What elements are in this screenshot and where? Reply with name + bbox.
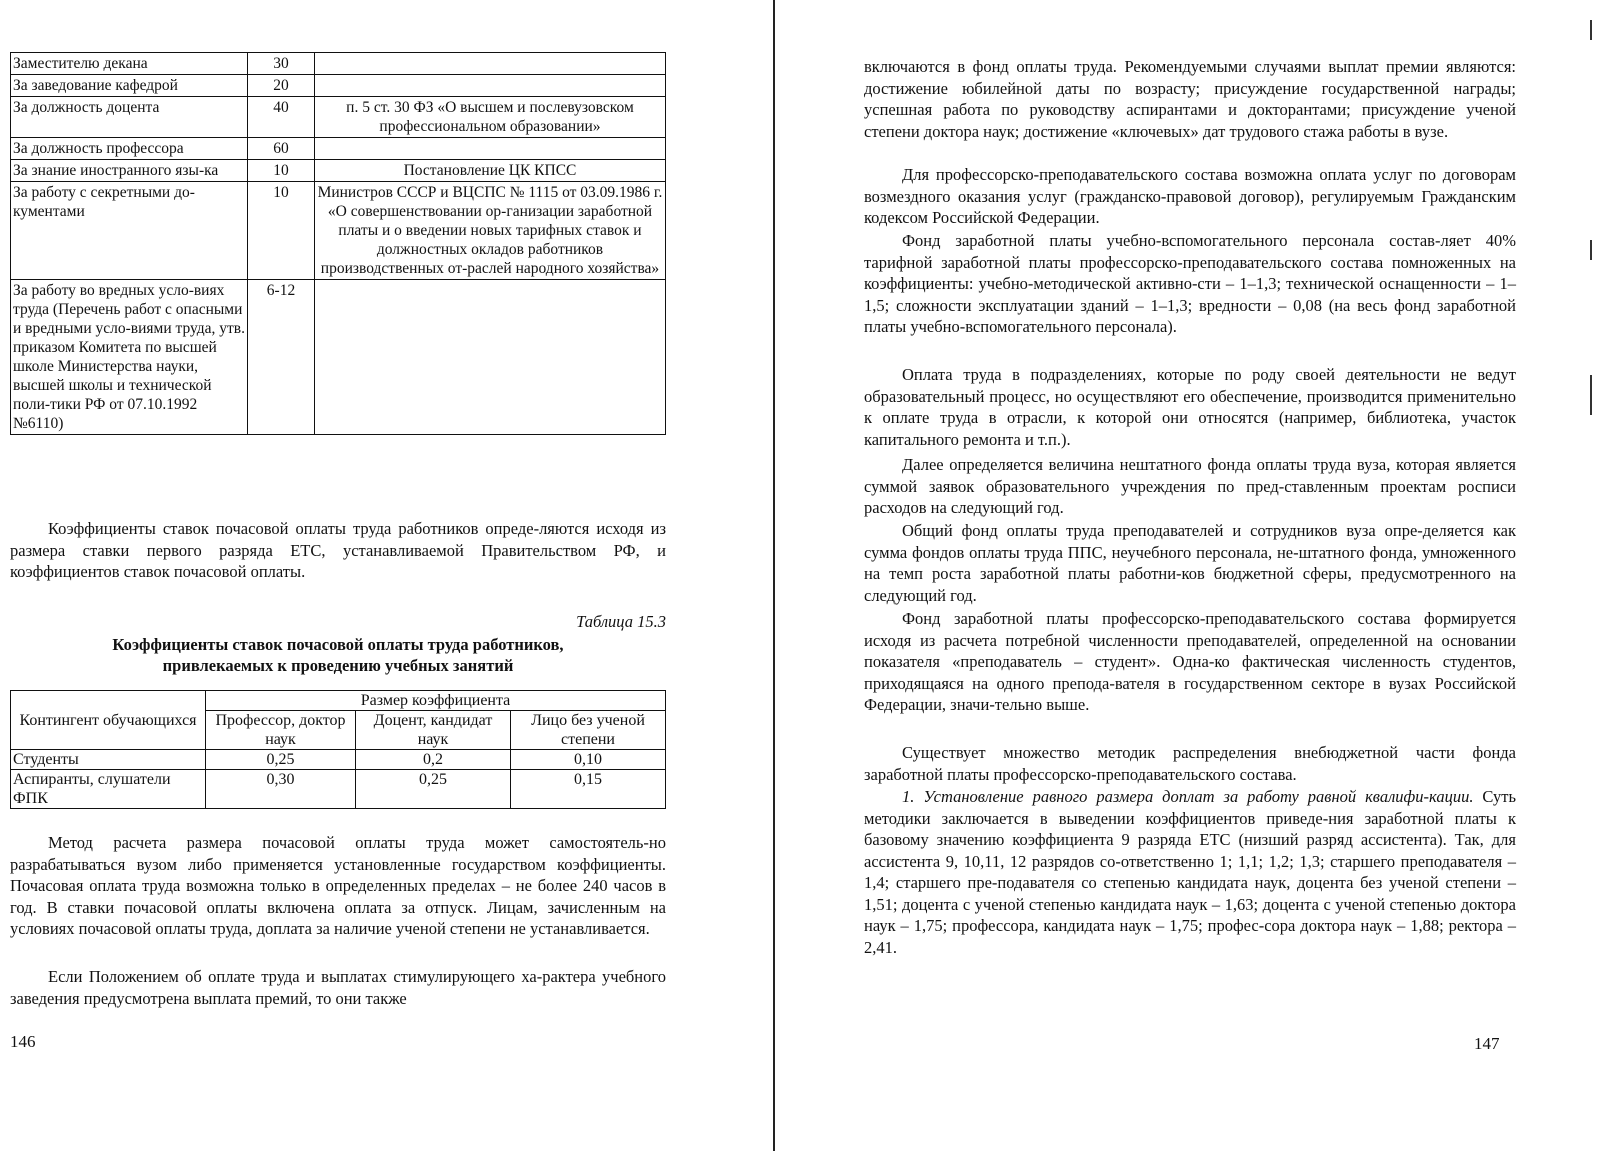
table-cell: За должность профессора	[11, 138, 248, 160]
body-paragraph: Для профессорско-преподавательского состава возможна оплата услуг по договорам возмездного оказания услуг (гражданско-правовой договор), регулируемым Гражданским кодексом Российской Федерации.	[864, 165, 1516, 227]
body-paragraph: включаются в фонд оплаты труда. Рекомендуемыми случаями выплат премии являются: достижение юбилейной даты по возрасту; присуждение государственной награды; успешная работа по руководству аспирантами и докторантами; присуждение ученой степени доктора наук; достижение «ключевых» дат трудового стажа работы в вузе.	[864, 57, 1516, 141]
table-cell: За заведование кафедрой	[11, 75, 248, 97]
table-cell: 0,25	[356, 770, 511, 809]
body-paragraph: Оплата труда в подразделениях, которые по роду своей деятельности не ведут образовательный процесс, но осуществляют его обеспечение, производится применительно к оплате труда в отрасли, к которой они относятся (например, библиотека, участок капитального ремонта и т.п.).	[864, 365, 1516, 449]
body-paragraph: Существует множество методик распределения внебюджетной части фонда заработной платы профессорско-преподавательского состава.	[864, 743, 1516, 784]
table-row	[11, 138, 666, 160]
left-page	[0, 0, 780, 1151]
coefficients-table	[10, 690, 666, 809]
table-caption: Таблица 15.3	[576, 612, 666, 631]
body-paragraph	[864, 786, 1516, 958]
table-cell: 0,15	[511, 770, 666, 809]
table-row	[11, 75, 666, 97]
table-title: Коэффициенты ставок почасовой оплаты труда работников, привлекаемых к проведению учебных занятий	[112, 635, 564, 675]
page-number: 147	[1474, 1034, 1500, 1053]
table-row	[11, 182, 666, 280]
table-cell: 20	[248, 75, 315, 97]
right-page	[780, 0, 1601, 1151]
table-cell: За работу с секретными до-кументами	[11, 182, 248, 280]
body-paragraph: Фонд заработной платы профессорско-преподавательского состава формируется исходя из расчета потребной численности преподавателей, определенной на основании показателя «преподаватель – студент». Одна-ко фактическая численность студентов, приходящаяся на одного препода-вателя в государственном секторе в вузах Российской Федерации, значи-тельно выше.	[864, 609, 1516, 714]
table-cell: За работу во вредных усло-виях труда (Перечень работ с опасными и вредными усло-виями труда, утв. приказом Комитета по высшей школе Министерства науки, высшей школы и технической поли-тики РФ от 07.10.1992 №6110)	[11, 280, 248, 435]
table-cell: Аспиранты, слушатели ФПК	[11, 770, 206, 809]
table-cell: 0,25	[206, 750, 356, 770]
body-paragraph: Если Положением об оплате труда и выплатах стимулирующего ха-рактера учебного заведения предусмотрена выплата премий, то они также	[10, 967, 666, 1008]
page-number: 146	[10, 1032, 36, 1051]
table-cell: 0,2	[356, 750, 511, 770]
table-cell	[315, 75, 666, 97]
body-paragraph: Далее определяется величина нештатного фонда оплаты труда вуза, которая является суммой заявок образовательного учреждения по пред-ставленным проектам росписи расходов на следующий год.	[864, 455, 1516, 517]
table-cell: Постановление ЦК КПСС	[315, 160, 666, 182]
body-paragraph: Фонд заработной платы учебно-вспомогательного персонала состав-ляет 40% тарифной заработной платы профессорско-преподавательского состава помноженных на коэффициенты: учебно-методической активно-сти – 1–1,3; технической оснащенности – 1–1,5; сложности эксплуатации зданий – 1–1,3; вредности – 0,08 (на весь фонд заработной платы учебно-вспомогательного персонала).	[864, 231, 1516, 336]
table-cell: За знание иностранного язы-ка	[11, 160, 248, 182]
table-row	[11, 97, 666, 138]
table-row	[11, 160, 666, 182]
body-paragraph: Коэффициенты ставок почасовой оплаты труда работников опреде-ляются исходя из размера ставки первого разряда ЕТС, устанавливаемой Правительством РФ, и коэффициентов ставок почасовой оплаты.	[10, 519, 666, 581]
table-header-cell: Доцент, кандидат наук	[356, 711, 511, 750]
table-cell	[315, 138, 666, 160]
table-cell: За должность доцента	[11, 97, 248, 138]
table-header-cell: Профессор, доктор наук	[206, 711, 356, 750]
table-cell	[315, 280, 666, 435]
allowances-table	[10, 52, 666, 435]
table-header-cell: Лицо без ученой степени	[511, 711, 666, 750]
table-row	[11, 770, 666, 809]
table-cell: 6-12	[248, 280, 315, 435]
table-cell: 30	[248, 53, 315, 75]
table-row	[11, 53, 666, 75]
table-cell: п. 5 ст. 30 ФЗ «О высшем и послевузовском профессиональном образовании»	[315, 97, 666, 138]
table-cell: 40	[248, 97, 315, 138]
table-row	[11, 280, 666, 435]
table-row	[11, 750, 666, 770]
method-text: Суть методики заключается в выведении коэффициентов приведе-ния заработной платы к базовому значению коэффициента 9 разряда ЕТС (низший разряд ассистента). Так, для ассистента 9, 10,11, 12 разрядов со-ответственно 1; 1,1; 1,2; 1,3; старшего преподавателя – 1,4; старшего пре-подавателя со степенью кандидата наук, доцента без ученой степени – 1,51; доцента с ученой степенью кандидата наук – 1,63; доцента с ученой степенью доктора наук – 1,75; профессора, кандидата наук – 1,75; профес-сора доктора наук – 1,88; ректора – 2,41.	[864, 787, 1516, 957]
table-cell: 60	[248, 138, 315, 160]
table-header-cell: Контингент обучающихся	[11, 691, 206, 750]
table-cell: 10	[248, 182, 315, 280]
table-cell: Заместителю декана	[11, 53, 248, 75]
table-cell: 0,30	[206, 770, 356, 809]
table-cell	[315, 53, 666, 75]
body-paragraph: Общий фонд оплаты труда преподавателей и сотрудников вуза опре-деляется как сумма фондов оплаты труда ППС, неучебного персонала, не-штатного фонда, умноженного на темп роста заработной платы работни-ков бюджетной сферы, предусмотренного на следующий год.	[864, 521, 1516, 605]
body-paragraph: Метод расчета размера почасовой оплаты труда может самостоятель-но разрабатываться вузом либо применяется установленные государством коэффициенты. Почасовая оплата труда возможна только в определенных пределах – не более 240 часов в год. В ставки почасовой оплаты включена оплата за отпуск. Лицам, зачисленным на условиях почасовой оплаты труда, доплата за наличие ученой степени не устанавливается.	[10, 833, 666, 938]
table-cell: Студенты	[11, 750, 206, 770]
table-cell: 0,10	[511, 750, 666, 770]
table-cell: Министров СССР и ВЦСПС № 1115 от 03.09.1986 г. «О совершенствовании ор-ганизации заработной платы и о введении новых тарифных ставок и должностных окладов работников производственных от-раслей народного хозяйства»	[315, 182, 666, 280]
table-cell: 10	[248, 160, 315, 182]
table-header-cell: Размер коэффициента	[206, 691, 666, 711]
table-header-row	[11, 691, 666, 711]
method-heading: 1. Установление равного размера доплат за работу равной квалифи-кации.	[902, 787, 1474, 806]
